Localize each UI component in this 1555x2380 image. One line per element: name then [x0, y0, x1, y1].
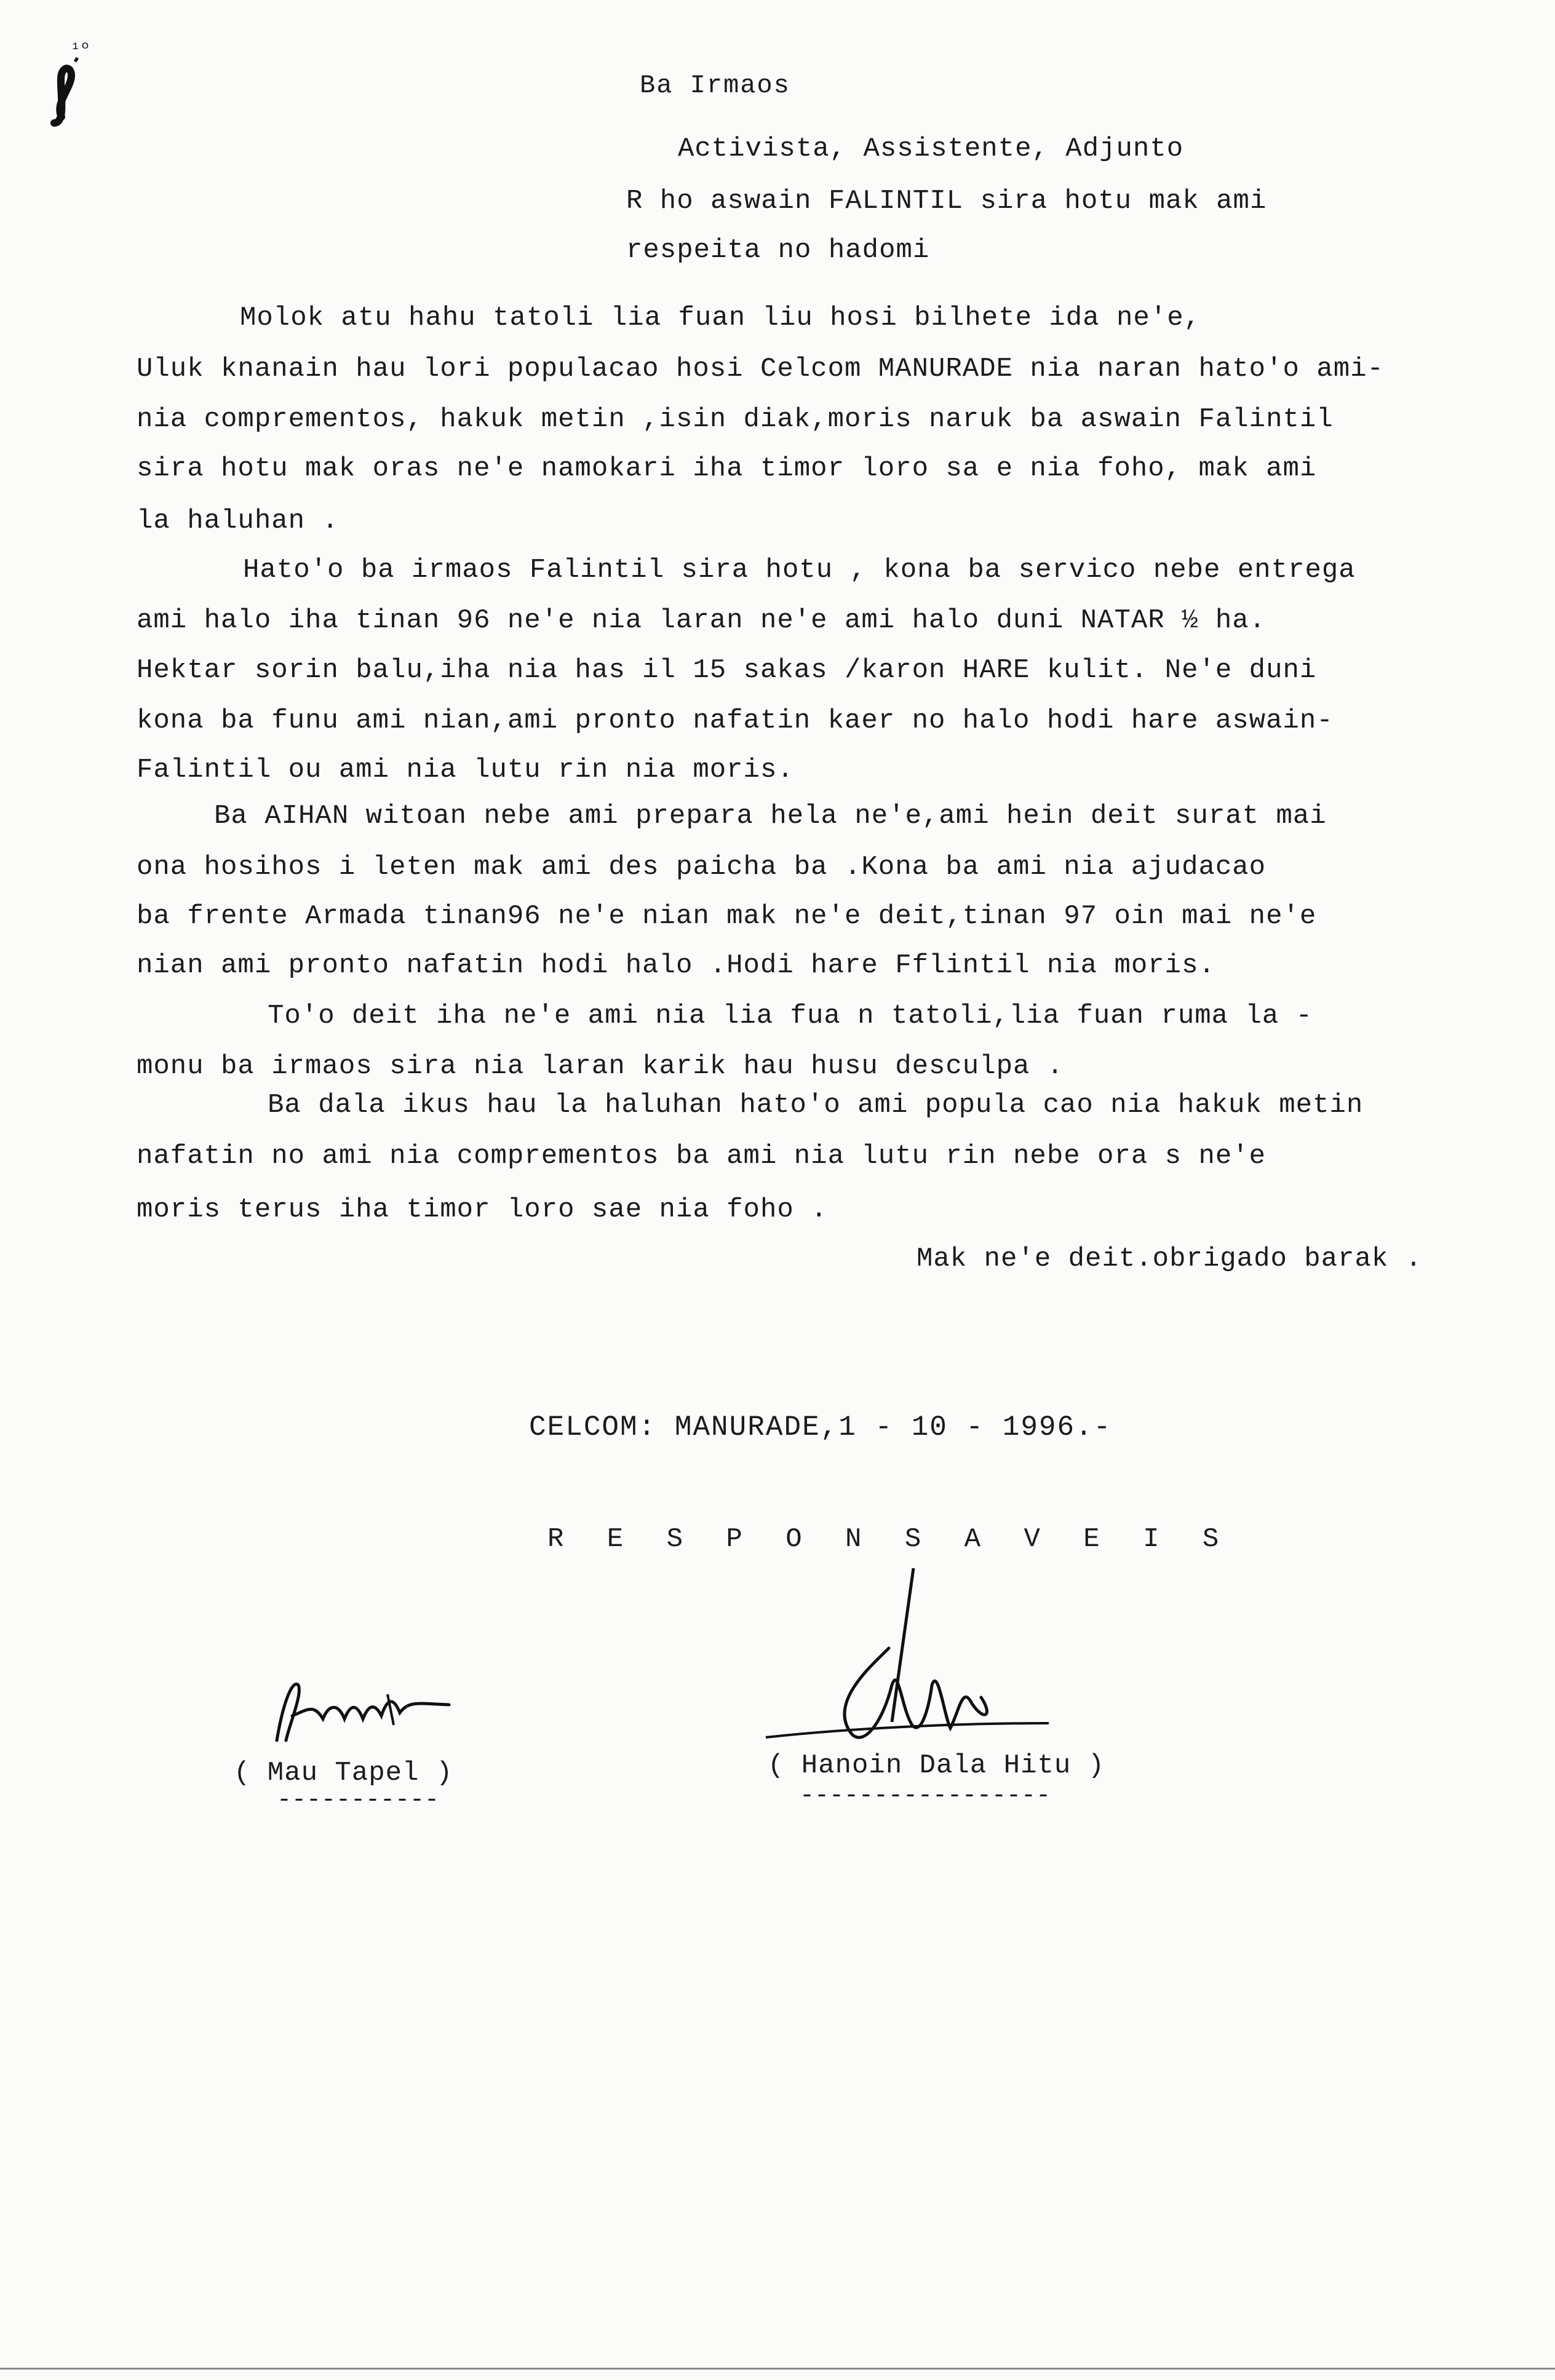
body-line: kona ba funu ami nian,ami pronto nafatin kaer no halo hodi hare aswain- — [137, 705, 1334, 736]
body-line: monu ba irmaos sira nia laran karik hau husu desculpa . — [137, 1051, 1064, 1082]
recipients-line-1: Activista, Assistente, Adjunto — [678, 133, 1184, 164]
body-line: ona hosihos i leten mak ami des paicha ba .Kona ba ami nia ajudacao — [137, 852, 1267, 883]
body-line: Falintil ou ami nia lutu rin nia moris. — [137, 755, 794, 785]
body-line: Ba AIHAN witoan nebe ami prepara hela ne'e,ami hein deit surat mai — [214, 801, 1327, 831]
body-line: sira hotu mak oras ne'e namokari iha timor loro sa e nia foho, mak ami — [137, 453, 1317, 484]
body-line: Hato'o ba irmaos Falintil sira hotu , kona ba servico nebe entrega — [243, 555, 1356, 585]
signatory-name: ( Mau Tapel ) — [234, 1758, 453, 1788]
signature-mau-tapel — [264, 1667, 461, 1759]
body-line: moris terus iha timor loro sae nia foho . — [137, 1194, 828, 1225]
body-line: Ba dala ikus hau la haluhan hato'o ami popula cao nia hakuk metin — [268, 1090, 1364, 1121]
signature-underline: ----------------- — [800, 1782, 1051, 1810]
body-line: ami halo iha tinan 96 ne'e nia laran ne'e ami halo duni NATAR ½ ha. — [137, 605, 1267, 636]
responsaveis-heading: R E S P O N S A V E I S — [547, 1524, 1233, 1555]
signatory-name: ( Hanoin Dala Hitu ) — [768, 1750, 1105, 1781]
body-line: Hektar sorin balu,iha nia has il 15 sakas /karon HARE kulit. Ne'e duni — [137, 655, 1317, 686]
body-line: nafatin no ami nia comprementos ba ami nia lutu rin nebe ora s ne'e — [137, 1141, 1267, 1172]
body-line: nian ami pronto nafatin hodi halo .Hodi hare Fflintil nia moris. — [137, 950, 1215, 981]
page-bottom-edge — [0, 2368, 1555, 2370]
body-line: Uluk knanain hau lori populacao hosi Celcom MANURADE nia naran hato'o ami- — [137, 354, 1384, 384]
body-line: la haluhan . — [137, 506, 339, 536]
recipients-line-3: respeita no hadomi — [626, 235, 930, 266]
closing: Mak ne'e deit.obrigado barak . — [917, 1244, 1423, 1274]
signature-hanoin-dala-hitu — [760, 1562, 1055, 1759]
body-line: ba frente Armada tinan96 ne'e nian mak ne'e deit,tinan 97 oin mai ne'e — [137, 901, 1317, 932]
body-line: To'o deit iha ne'e ami nia lia fua n tatoli,lia fuan ruma la - — [268, 1001, 1313, 1031]
recipients-line-2: R ho aswain FALINTIL sira hotu mak ami — [626, 186, 1267, 216]
body-line: nia comprementos, hakuk metin ,isin diak,moris naruk ba aswain Falintil — [137, 404, 1334, 435]
signature-underline: ----------- — [277, 1787, 440, 1814]
salutation: Ba Irmaos — [640, 71, 790, 100]
body-line: Molok atu hahu tatoli lia fuan liu hosi bilhete ida ne'e, — [240, 303, 1201, 333]
place-date: CELCOM: MANURADE,1 - 10 - 1996.- — [529, 1411, 1112, 1443]
corner-number: ¹º — [71, 40, 90, 58]
